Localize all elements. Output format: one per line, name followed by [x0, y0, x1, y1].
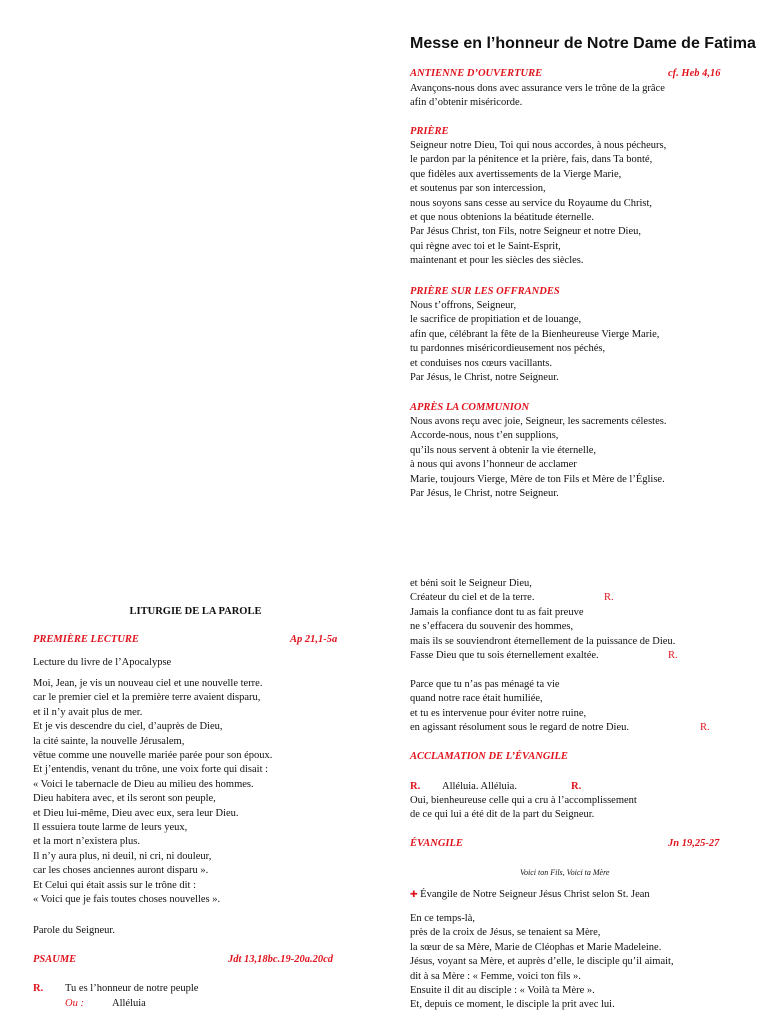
text-line: Accorde-nous, nous t’en supplions, [410, 430, 559, 442]
text-line: de ce qui lui a été dit de la part du Seigneur. [410, 809, 595, 821]
evangile-intro-line [410, 887, 650, 902]
evangile-ref: Jn 19,25-27 [668, 838, 720, 849]
text-line: et que nous obtenions la béatitude éternelle. [410, 212, 594, 224]
psalm-line: Jamais la confiance dont tu as fait preuve [410, 606, 584, 618]
acclamation-heading: ACCLAMATION DE L’ÉVANGILE [410, 751, 568, 762]
psalm-line: et tu es intervenue pour éviter notre ruine, [410, 707, 587, 719]
text-line: vêtue comme une nouvelle mariée parée pour son époux. [33, 750, 273, 762]
text-line: et conduises nos cœurs vacillants. [410, 357, 553, 369]
psalm-line: et béni soit le Seigneur Dieu, [410, 578, 532, 589]
psalm-line: ne s’effacera du souvenir des hommes, [410, 621, 574, 633]
text-line: à nous qui avons l’honneur de acclamer [410, 459, 577, 471]
premiere-intro [33, 656, 171, 670]
text-line: nous soyons sans cesse au service du Royaume du Christ, [410, 197, 653, 209]
premiere-closing: Parole du Seigneur. [33, 925, 115, 936]
psalm-response: R. [604, 592, 614, 604]
text-line: Et j’entendis, venant du trône, une voix forte qui disait : [33, 764, 269, 776]
text-line: car le premier ciel et la première terre avaient disparu, [33, 692, 261, 704]
text-line: Moi, Jean, je vis un nouveau ciel et une nouvelle terre. [33, 678, 263, 689]
premiere-ref: Ap 21,1-5a [290, 634, 338, 645]
psaume-ou-label: Ou : [65, 998, 84, 1009]
psalm-response: R. [668, 649, 678, 661]
cross-icon: ✚ [410, 889, 418, 899]
text-line: que fidèles aux avertissements de la Vierge Marie, [410, 168, 622, 180]
text-line: Dieu habitera avec, et ils seront son peuple, [33, 793, 216, 805]
psaume-r-label: R. [33, 983, 44, 994]
psaume-ref: Jdt 13,18bc.19-20a.20cd [228, 954, 333, 965]
text-line: maintenant et pour les siècles des siècles. [410, 255, 584, 267]
text-line: Par Jésus Christ, ton Fils, notre Seigneur et notre Dieu, [410, 226, 641, 238]
psalm-line: mais ils se souviendront éternellement de la puissance de Dieu. [410, 635, 676, 647]
psalm-line: Parce que tu n’as pas ménagé ta vie [410, 679, 560, 690]
evangile-heading: ÉVANGILE [410, 838, 463, 849]
communion-heading: APRÈS LA COMMUNION [410, 402, 530, 413]
communion-text [410, 415, 666, 501]
text-line: Avançons-nous dons avec assurance vers le trône de la grâce [410, 83, 665, 94]
evangile-intro: Évangile de Notre Seigneur Jésus Christ selon St. Jean [420, 889, 650, 900]
text-line: Par Jésus, le Christ, notre Seigneur. [410, 372, 559, 384]
text-line: qu’ils nous servent à obtenir la vie éternelle, [410, 444, 597, 456]
text-line: Par Jésus, le Christ, notre Seigneur. [410, 488, 559, 500]
text-line: Nous t’offrons, Seigneur, [410, 300, 517, 311]
text-line: Et, depuis ce moment, le disciple la prit avec lui. [410, 999, 615, 1011]
text-line: le pardon par la pénitence et la prière, fais, dans Ta bonté, [410, 154, 653, 166]
text-line: afin que, célébrant la fête de la Bienheureuse Vierge Marie, [410, 328, 660, 340]
text-line: dit à sa Mère : « Femme, voici ton fils ». [410, 970, 581, 982]
text-line: qui règne avec toi et le Saint-Esprit, [410, 240, 561, 252]
antienne-text [410, 82, 665, 111]
section-title: LITURGIE DE LA PAROLE [129, 606, 262, 617]
psalm-line: Fasse Dieu que tu sois éternellement exaltée. [410, 649, 599, 661]
psalm-response: R. [700, 722, 710, 734]
evangile-text [410, 912, 674, 1013]
text-line: et il n’y avait plus de mer. [33, 706, 143, 718]
acclamation-r1: R. [410, 781, 421, 792]
psalm-line: Créateur du ciel et de la terre. [410, 592, 535, 604]
psalm-line: en agissant résolument sous le regard de notre Dieu. [410, 722, 629, 734]
text-line: le sacrifice de propitiation et de louange, [410, 314, 582, 326]
text-line: la cité sainte, la nouvelle Jérusalem, [33, 735, 185, 747]
text-line: car les choses anciennes auront disparu ». [33, 865, 209, 877]
acclamation-text [410, 794, 637, 823]
offrandes-heading: PRIÈRE SUR LES OFFRANDES [410, 286, 560, 297]
text-line: afin d’obtenir miséricorde. [410, 97, 523, 109]
intro-prefix: Lecture du livre de l’ [33, 657, 122, 668]
text-line: En ce temps-là, [410, 913, 476, 924]
text-line: et soutenus par son intercession, [410, 183, 546, 195]
psalm-line: quand notre race était humiliée, [410, 693, 543, 705]
text-line: et la mort n’existera plus. [33, 836, 141, 848]
text-line: la sœur de sa Mère, Marie de Cléophas et Marie Madeleine. [410, 941, 662, 953]
text-line: Et Celui qui était assis sur le trône dit : [33, 879, 197, 891]
acclamation-alleluia: Alléluia. Alléluia. [442, 781, 517, 792]
evangile-subtitle: Voici ton Fils, Voici ta Mère [520, 868, 610, 877]
premiere-text [33, 677, 272, 908]
offrandes-text [410, 299, 659, 385]
text-line: et Dieu lui-même, Dieu avec eux, sera leur Dieu. [33, 807, 239, 819]
text-line: Seigneur notre Dieu, Toi qui nous accordes, à nous pécheurs, [410, 140, 667, 151]
priere-text [410, 139, 666, 269]
premiere-heading: PREMIÈRE LECTURE [33, 634, 139, 645]
psaume-heading: PSAUME [33, 954, 77, 965]
text-line: Nous avons reçu avec joie, Seigneur, les sacrements célestes. [410, 416, 667, 427]
text-line: Et je vis descendre du ciel, d’auprès de Dieu, [33, 721, 223, 733]
psaume-refrain: Tu es l’honneur de notre peuple [65, 983, 199, 994]
priere-heading: PRIÈRE [410, 126, 449, 137]
text-line: Ensuite il dit au disciple : « Voilà ta Mère ». [410, 985, 595, 997]
antienne-heading: ANTIENNE D’OUVERTURE [410, 68, 543, 79]
acclamation-r2: R. [571, 781, 582, 792]
page-title: Messe en l’honneur de Notre Dame de Fatima [410, 35, 756, 52]
intro-book: Apocalypse [121, 657, 172, 668]
text-line: « Voici que je fais toutes choses nouvelles ». [33, 894, 221, 906]
text-line: près de la croix de Jésus, se tenaient sa Mère, [410, 927, 601, 939]
psaume-ou-text: Alléluia [112, 998, 146, 1009]
text-line: Il essuiera toute larme de leurs yeux, [33, 822, 188, 834]
text-line: tu pardonnes miséricordieusement nos péchés, [410, 343, 606, 355]
text-line: Jésus, voyant sa Mère, et auprès d’elle, le disciple qu’il aimait, [410, 956, 674, 968]
text-line: Oui, bienheureuse celle qui a cru à l’accomplissement [410, 795, 637, 806]
text-line: « Voici le tabernacle de Dieu au milieu des hommes. [33, 778, 254, 790]
antienne-ref: cf. Heb 4,16 [668, 68, 721, 79]
text-line: Marie, toujours Vierge, Mère de ton Fils et Mère de l’Église. [410, 473, 665, 485]
text-line: Il n’y aura plus, ni deuil, ni cri, ni douleur, [33, 850, 212, 862]
